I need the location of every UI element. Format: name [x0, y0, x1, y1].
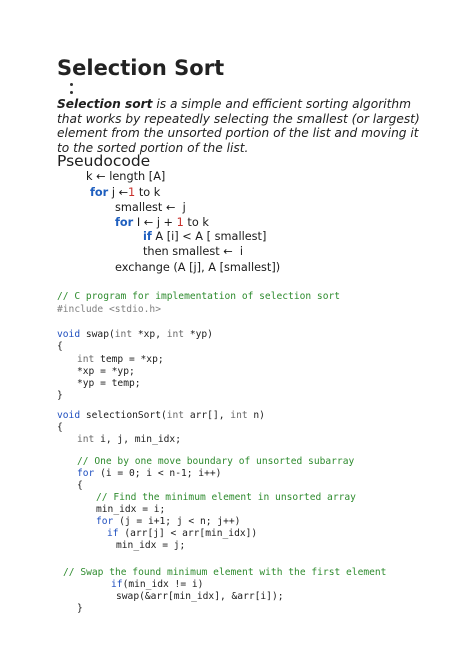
pseudo-text: A [i] < A [ smallest]: [151, 230, 267, 243]
code-keyword: for: [77, 468, 95, 479]
pseudo-line-2: [90, 186, 160, 199]
code-type: int: [166, 329, 185, 340]
pseudo-keyword: if: [143, 230, 152, 243]
code-text: n): [247, 410, 265, 421]
code-line: [57, 329, 213, 340]
code-type: int: [166, 410, 185, 421]
pseudo-line-4: [115, 216, 209, 229]
code-line: }: [77, 603, 83, 614]
code-text: temp = *xp;: [94, 354, 164, 365]
code-line: {: [57, 422, 63, 433]
code-line: [77, 354, 164, 365]
code-line: [96, 516, 240, 527]
intro-paragraph: [57, 97, 427, 155]
pseudo-line-3: smallest ← j: [115, 201, 186, 214]
code-text: *xp,: [132, 329, 167, 340]
code-type: int: [77, 354, 95, 365]
pseudo-text: to k: [135, 186, 161, 199]
code-line: [111, 579, 203, 590]
code-type: int: [77, 434, 95, 445]
code-comment: // Swap the found minimum element with the first element: [63, 567, 387, 578]
code-type: int: [114, 329, 133, 340]
code-text: swap(: [80, 329, 115, 340]
code-line: [107, 528, 257, 539]
intro-text: is a simple and efficient sorting algorithm that works by repeatedly selecting the smallest (or largest) element from the unsorted portion of the list and moving it to the sorted portion of the list.: [57, 97, 420, 155]
code-line: [77, 434, 181, 445]
pseudo-keyword: for: [90, 186, 109, 199]
code-include: #include <stdio.h>: [57, 304, 161, 315]
code-text: (j = i+1; j < n; j++): [113, 516, 241, 527]
code-text: arr[],: [184, 410, 231, 421]
pseudo-text: I ← j +: [133, 216, 177, 229]
code-line: *yp = temp;: [77, 378, 141, 389]
pseudo-text: j ←: [108, 186, 129, 199]
code-type: int: [230, 410, 248, 421]
code-text: (arr[j] < arr[min_idx]): [118, 528, 258, 539]
code-line: *xp = *yp;: [77, 366, 135, 377]
code-text: (i = 0; i < n-1; i++): [94, 468, 222, 479]
code-keyword: if: [111, 579, 123, 590]
code-text: selectionSort(: [80, 410, 167, 421]
pseudo-number: 1: [128, 186, 136, 199]
pseudo-line-7: exchange (A [j], A [smallest]): [115, 261, 281, 274]
code-line: [77, 468, 221, 479]
intro-term: Selection sort: [57, 97, 153, 111]
code-keyword: void: [57, 329, 81, 340]
code-text: i, j, min_idx;: [94, 434, 181, 445]
pseudo-line-5: [143, 230, 266, 243]
code-line: {: [77, 480, 83, 491]
code-keyword: if: [107, 528, 119, 539]
code-line: [57, 410, 265, 421]
pseudo-keyword: for: [115, 216, 134, 229]
pseudocode-heading: Pseudocode: [57, 152, 151, 170]
code-keyword: void: [57, 410, 81, 421]
code-comment: // Find the minimum element in unsorted array: [96, 492, 356, 503]
code-keyword: for: [96, 516, 114, 527]
code-line: {: [57, 341, 63, 352]
pseudo-number: 1: [176, 216, 184, 229]
bullet-dot: [70, 91, 73, 94]
page-title: Selection Sort: [57, 56, 225, 80]
pseudo-line-1: k ← length [A]: [86, 170, 166, 183]
code-line: min_idx = j;: [116, 540, 186, 551]
pseudo-text: to k: [183, 216, 209, 229]
code-text: *yp): [184, 329, 213, 340]
code-line: min_idx = i;: [96, 504, 166, 515]
code-comment: // C program for implementation of selection sort: [57, 291, 341, 302]
code-line: swap(&arr[min_idx], &arr[i]);: [116, 591, 284, 602]
bullet-dot: [70, 83, 73, 86]
pseudo-line-6: then smallest ← i: [143, 245, 244, 258]
code-line: }: [57, 390, 63, 401]
code-text: (min_idx != i): [122, 579, 204, 590]
code-comment: // One by one move boundary of unsorted subarray: [77, 456, 355, 467]
